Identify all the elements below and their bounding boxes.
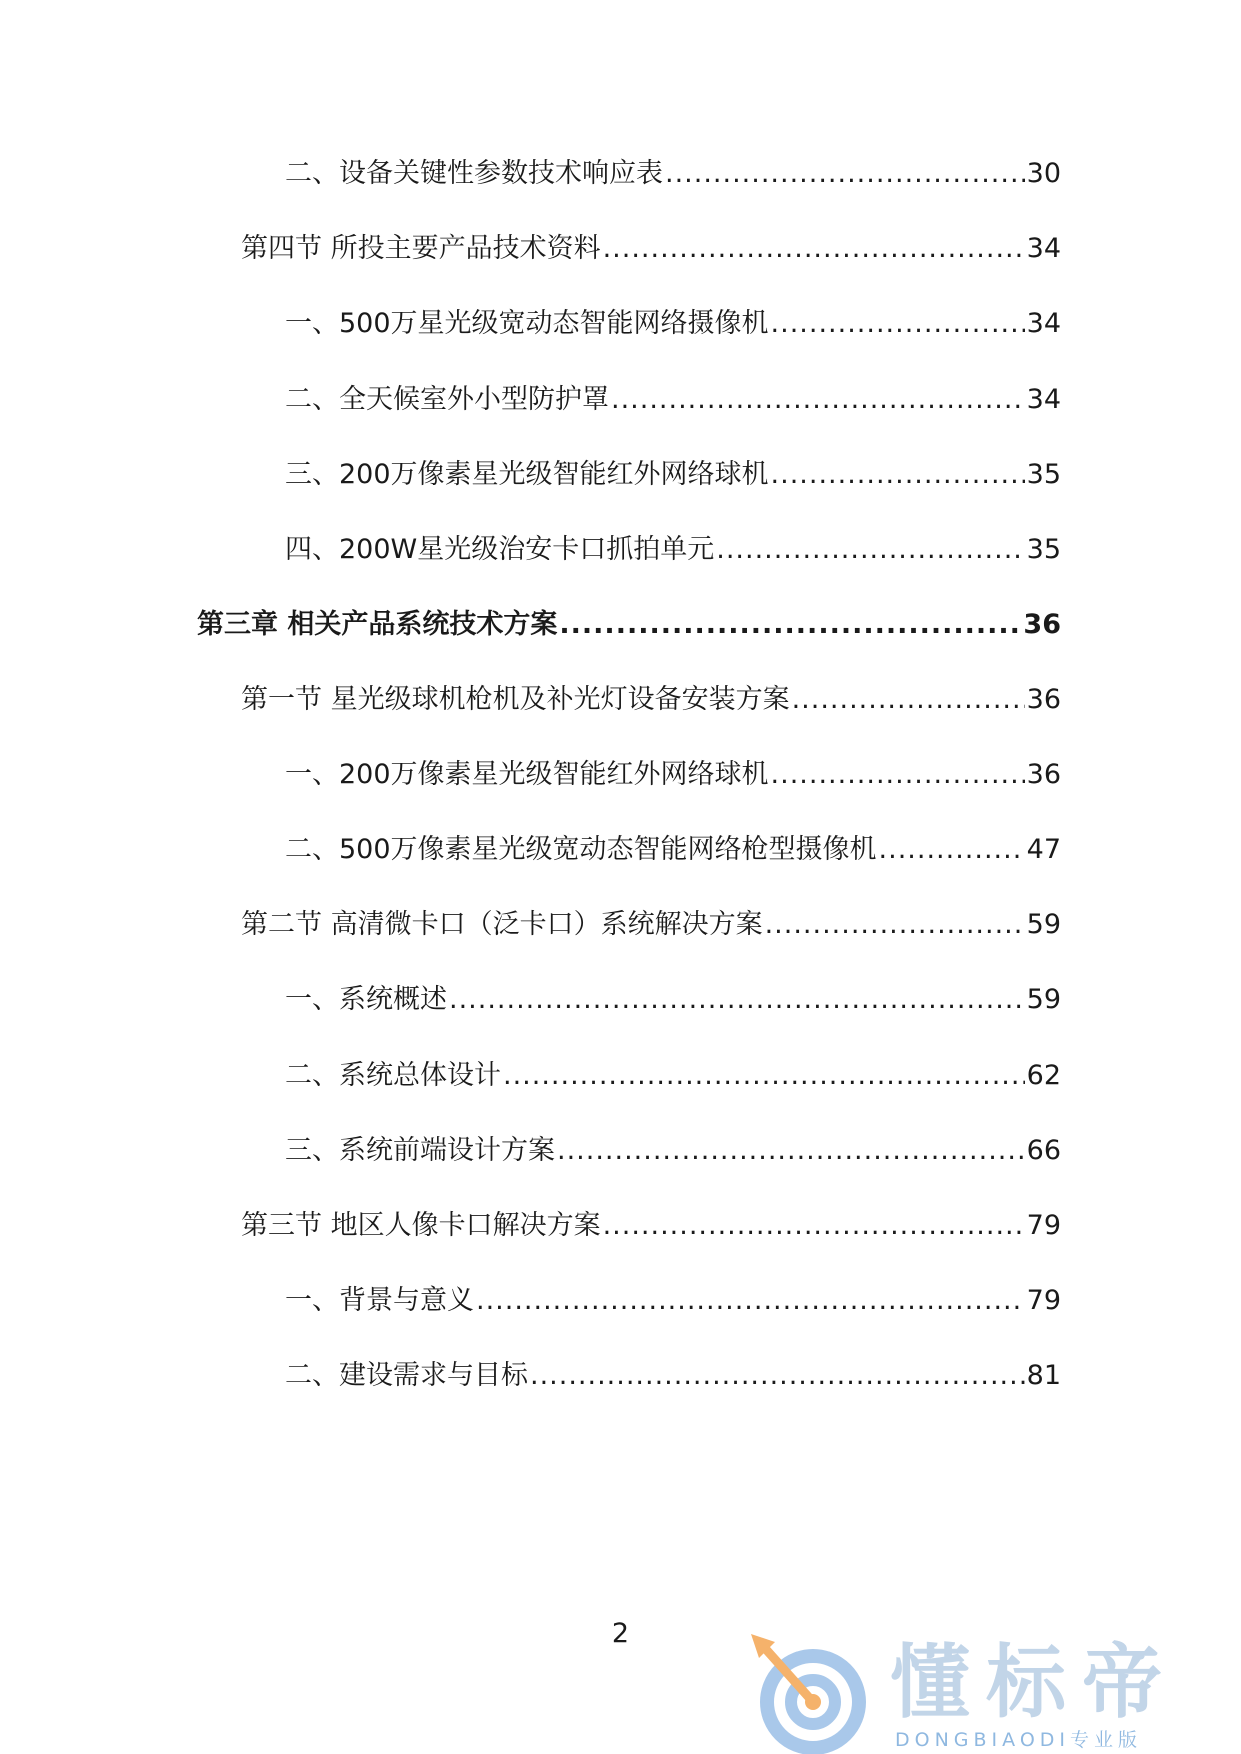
toc-entry-page: 79 (1026, 1210, 1061, 1241)
toc-leader (476, 1283, 1025, 1319)
toc-entry-title: 第三章 相关产品系统技术方案 (197, 609, 558, 640)
toc-entry-title: 一、系统概述 (285, 984, 447, 1015)
target-arrow-icon (745, 1632, 875, 1754)
toc-entry-title: 二、建设需求与目标 (285, 1360, 528, 1391)
toc-leader (665, 156, 1025, 192)
toc-entry-page: 66 (1026, 1135, 1061, 1166)
watermark (745, 1632, 1235, 1754)
toc-leader (765, 907, 1025, 943)
toc-leader (449, 982, 1025, 1018)
toc-leader (530, 1358, 1025, 1394)
toc-entry-page: 47 (1026, 834, 1061, 865)
toc-entry-title: 第一节 星光级球机枪机及补光灯设备安装方案 (241, 684, 790, 715)
toc-chapter-entry[interactable] (197, 607, 1061, 643)
toc-entry[interactable] (285, 156, 1061, 192)
toc-entry-page: 79 (1026, 1285, 1061, 1316)
toc-leader (716, 532, 1024, 568)
toc-entry-page: 59 (1026, 984, 1061, 1015)
toc-entry[interactable] (241, 1208, 1061, 1244)
toc-entry-page: 35 (1026, 459, 1061, 490)
toc-leader (792, 682, 1025, 718)
toc-entry-page: 36 (1026, 759, 1061, 790)
toc-leader (611, 382, 1025, 418)
toc-leader (771, 457, 1025, 493)
toc-entry-page: 34 (1026, 308, 1061, 339)
toc-entry-title: 第四节 所投主要产品技术资料 (241, 233, 601, 264)
toc-entry-title: 四、200W星光级治安卡口抓拍单元 (285, 534, 715, 565)
toc-entry-title: 二、设备关键性参数技术响应表 (285, 158, 663, 189)
toc-entry-title: 三、系统前端设计方案 (285, 1135, 555, 1166)
toc-entry[interactable] (285, 532, 1061, 568)
toc-entry-page: 36 (1026, 684, 1061, 715)
toc-entry[interactable] (285, 832, 1061, 868)
toc-entry-title: 一、200万像素星光级智能红外网络球机 (285, 759, 769, 790)
toc-entry-title: 第三节 地区人像卡口解决方案 (241, 1210, 601, 1241)
toc-entry[interactable] (285, 457, 1061, 493)
toc-entry[interactable] (285, 1133, 1061, 1169)
toc-leader (603, 231, 1025, 267)
watermark-subtitle: DONGBIAODI专业版 (895, 1729, 1143, 1751)
toc-entry-title: 一、背景与意义 (285, 1285, 474, 1316)
toc-leader (771, 306, 1025, 342)
toc-entry-title: 二、全天候室外小型防护罩 (285, 384, 609, 415)
toc-entry-page: 34 (1026, 233, 1061, 264)
toc-entry[interactable] (241, 231, 1061, 267)
toc-entry-page: 30 (1026, 158, 1061, 189)
toc-leader (559, 607, 1021, 643)
toc-entry-page: 36 (1023, 609, 1061, 640)
toc-entry-page: 81 (1026, 1360, 1061, 1391)
toc-entry[interactable] (285, 982, 1061, 1018)
toc-entry[interactable] (285, 382, 1061, 418)
toc-entry-page: 35 (1026, 534, 1061, 565)
toc-leader (771, 757, 1025, 793)
toc-entry[interactable] (285, 1358, 1061, 1394)
toc-entry[interactable] (285, 1058, 1061, 1094)
toc-leader (557, 1133, 1025, 1169)
toc-entry-title: 一、500万星光级宽动态智能网络摄像机 (285, 308, 769, 339)
toc-entry-title: 二、500万像素星光级宽动态智能网络枪型摄像机 (285, 834, 877, 865)
toc-entry[interactable] (241, 682, 1061, 718)
toc-leader (503, 1058, 1025, 1094)
toc-entry-page: 59 (1026, 909, 1061, 940)
toc-entry-page: 62 (1026, 1060, 1061, 1091)
toc-entry[interactable] (285, 757, 1061, 793)
page-number: 2 (611, 1618, 630, 1649)
toc-entry-title: 二、系统总体设计 (285, 1060, 501, 1091)
toc-entry-title: 三、200万像素星光级智能红外网络球机 (285, 459, 769, 490)
watermark-title: 懂标帝 (890, 1636, 1178, 1729)
toc-entry[interactable] (285, 306, 1061, 342)
toc-leader (879, 832, 1025, 868)
toc-entry[interactable] (285, 1283, 1061, 1319)
toc-leader (603, 1208, 1025, 1244)
toc-entry-page: 34 (1026, 384, 1061, 415)
toc-entry[interactable] (241, 907, 1061, 943)
toc-entry-title: 第二节 高清微卡口（泛卡口）系统解决方案 (241, 909, 763, 940)
